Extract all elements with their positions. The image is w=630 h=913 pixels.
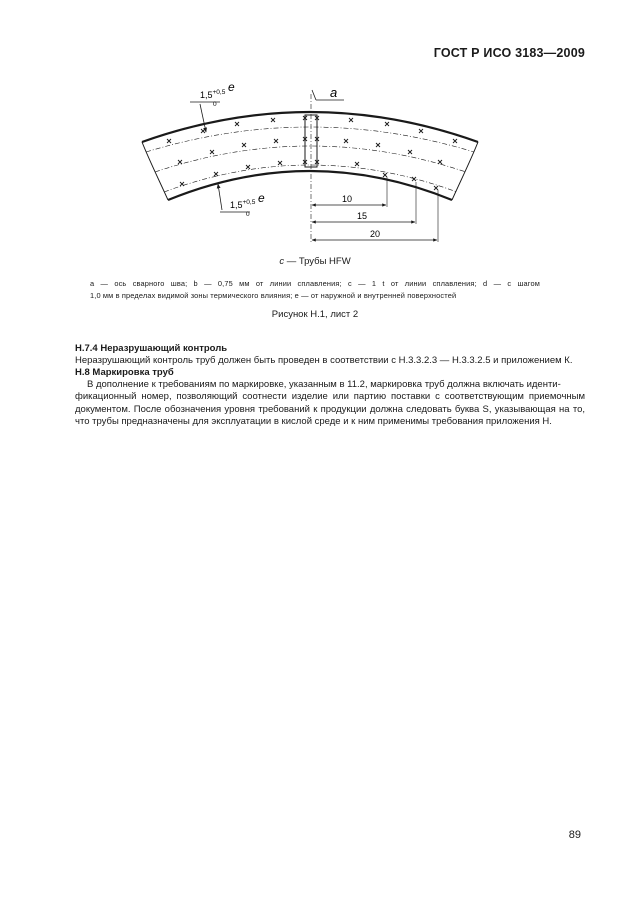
section-marking-text-2: фикационный номер, позволяющий соотнести изделие или партию поставки с соответствующим приемочным документом. После обозначения уровня требований к продукции должна следовать буква S, указывающая на то, что трубы предназначены для эксплуатации в кислой среде и к ним применимы требования приложения Н. xyxy=(75,391,585,427)
svg-text:e: e xyxy=(258,191,265,205)
traverse-line-mid xyxy=(155,146,466,172)
top-tolerance-label xyxy=(190,82,235,132)
bottom-tolerance-label xyxy=(218,184,265,218)
label-a-leader xyxy=(312,90,316,100)
legend-line-1: a — ось сварного шва; b — 0,75 мм от линии сплавления; c — 1 t от линии сплавления; d — с шагом xyxy=(90,279,540,288)
caption-text: — Трубы HFW xyxy=(284,256,351,267)
svg-text:0: 0 xyxy=(246,211,250,218)
svg-text:1,5+0,5: $1,5^{+0,5}$ xyxy=(230,199,256,210)
dimension-15: 15 xyxy=(356,211,368,221)
section-ndt-heading: Н.7.4 Неразрушающий контроль xyxy=(75,343,228,354)
pipe-right-end xyxy=(452,142,478,200)
figure-title: Рисунок Н.1, лист 2 xyxy=(271,309,359,320)
indentation-marks xyxy=(167,116,457,190)
section-marking-text-1: В дополнение к требованиям по маркировке, указанным в 11.2, маркировка труб должна включать иденти- xyxy=(87,379,561,390)
dimension-20: 20 xyxy=(369,229,381,239)
svg-text:0: 0 xyxy=(213,101,217,108)
traverse-line-top xyxy=(146,127,474,152)
weld-hardness-figure xyxy=(130,82,480,247)
dimension-10: 10 xyxy=(341,194,353,204)
pipe-left-end xyxy=(142,142,168,200)
legend-line-2: 1,0 мм в пределах видимой зоны термического влияния; e — от наружной и внутренней поверхностей xyxy=(90,291,457,300)
svg-text:e: e xyxy=(228,82,235,94)
label-a: a xyxy=(330,85,338,100)
page-number: 89 xyxy=(568,829,581,841)
section-ndt-text: Неразрушающий контроль труб должен быть проведен в соответствии с Н.3.3.2.3 — Н.3.3.2.5 и приложением К. xyxy=(75,355,573,366)
standard-header: ГОСТ Р ИСО 3183—2009 xyxy=(433,46,585,60)
pipe-outer-surface xyxy=(142,112,478,142)
pipe-inner-surface xyxy=(168,171,452,200)
figure-subcaption xyxy=(0,256,630,267)
section-marking-heading: Н.8 Маркировка труб xyxy=(75,367,174,378)
figure-legend xyxy=(90,278,540,302)
svg-text:1,5+0,5: $1,5^{+0,5}$ xyxy=(200,89,226,100)
caption-letter: c xyxy=(279,256,285,267)
